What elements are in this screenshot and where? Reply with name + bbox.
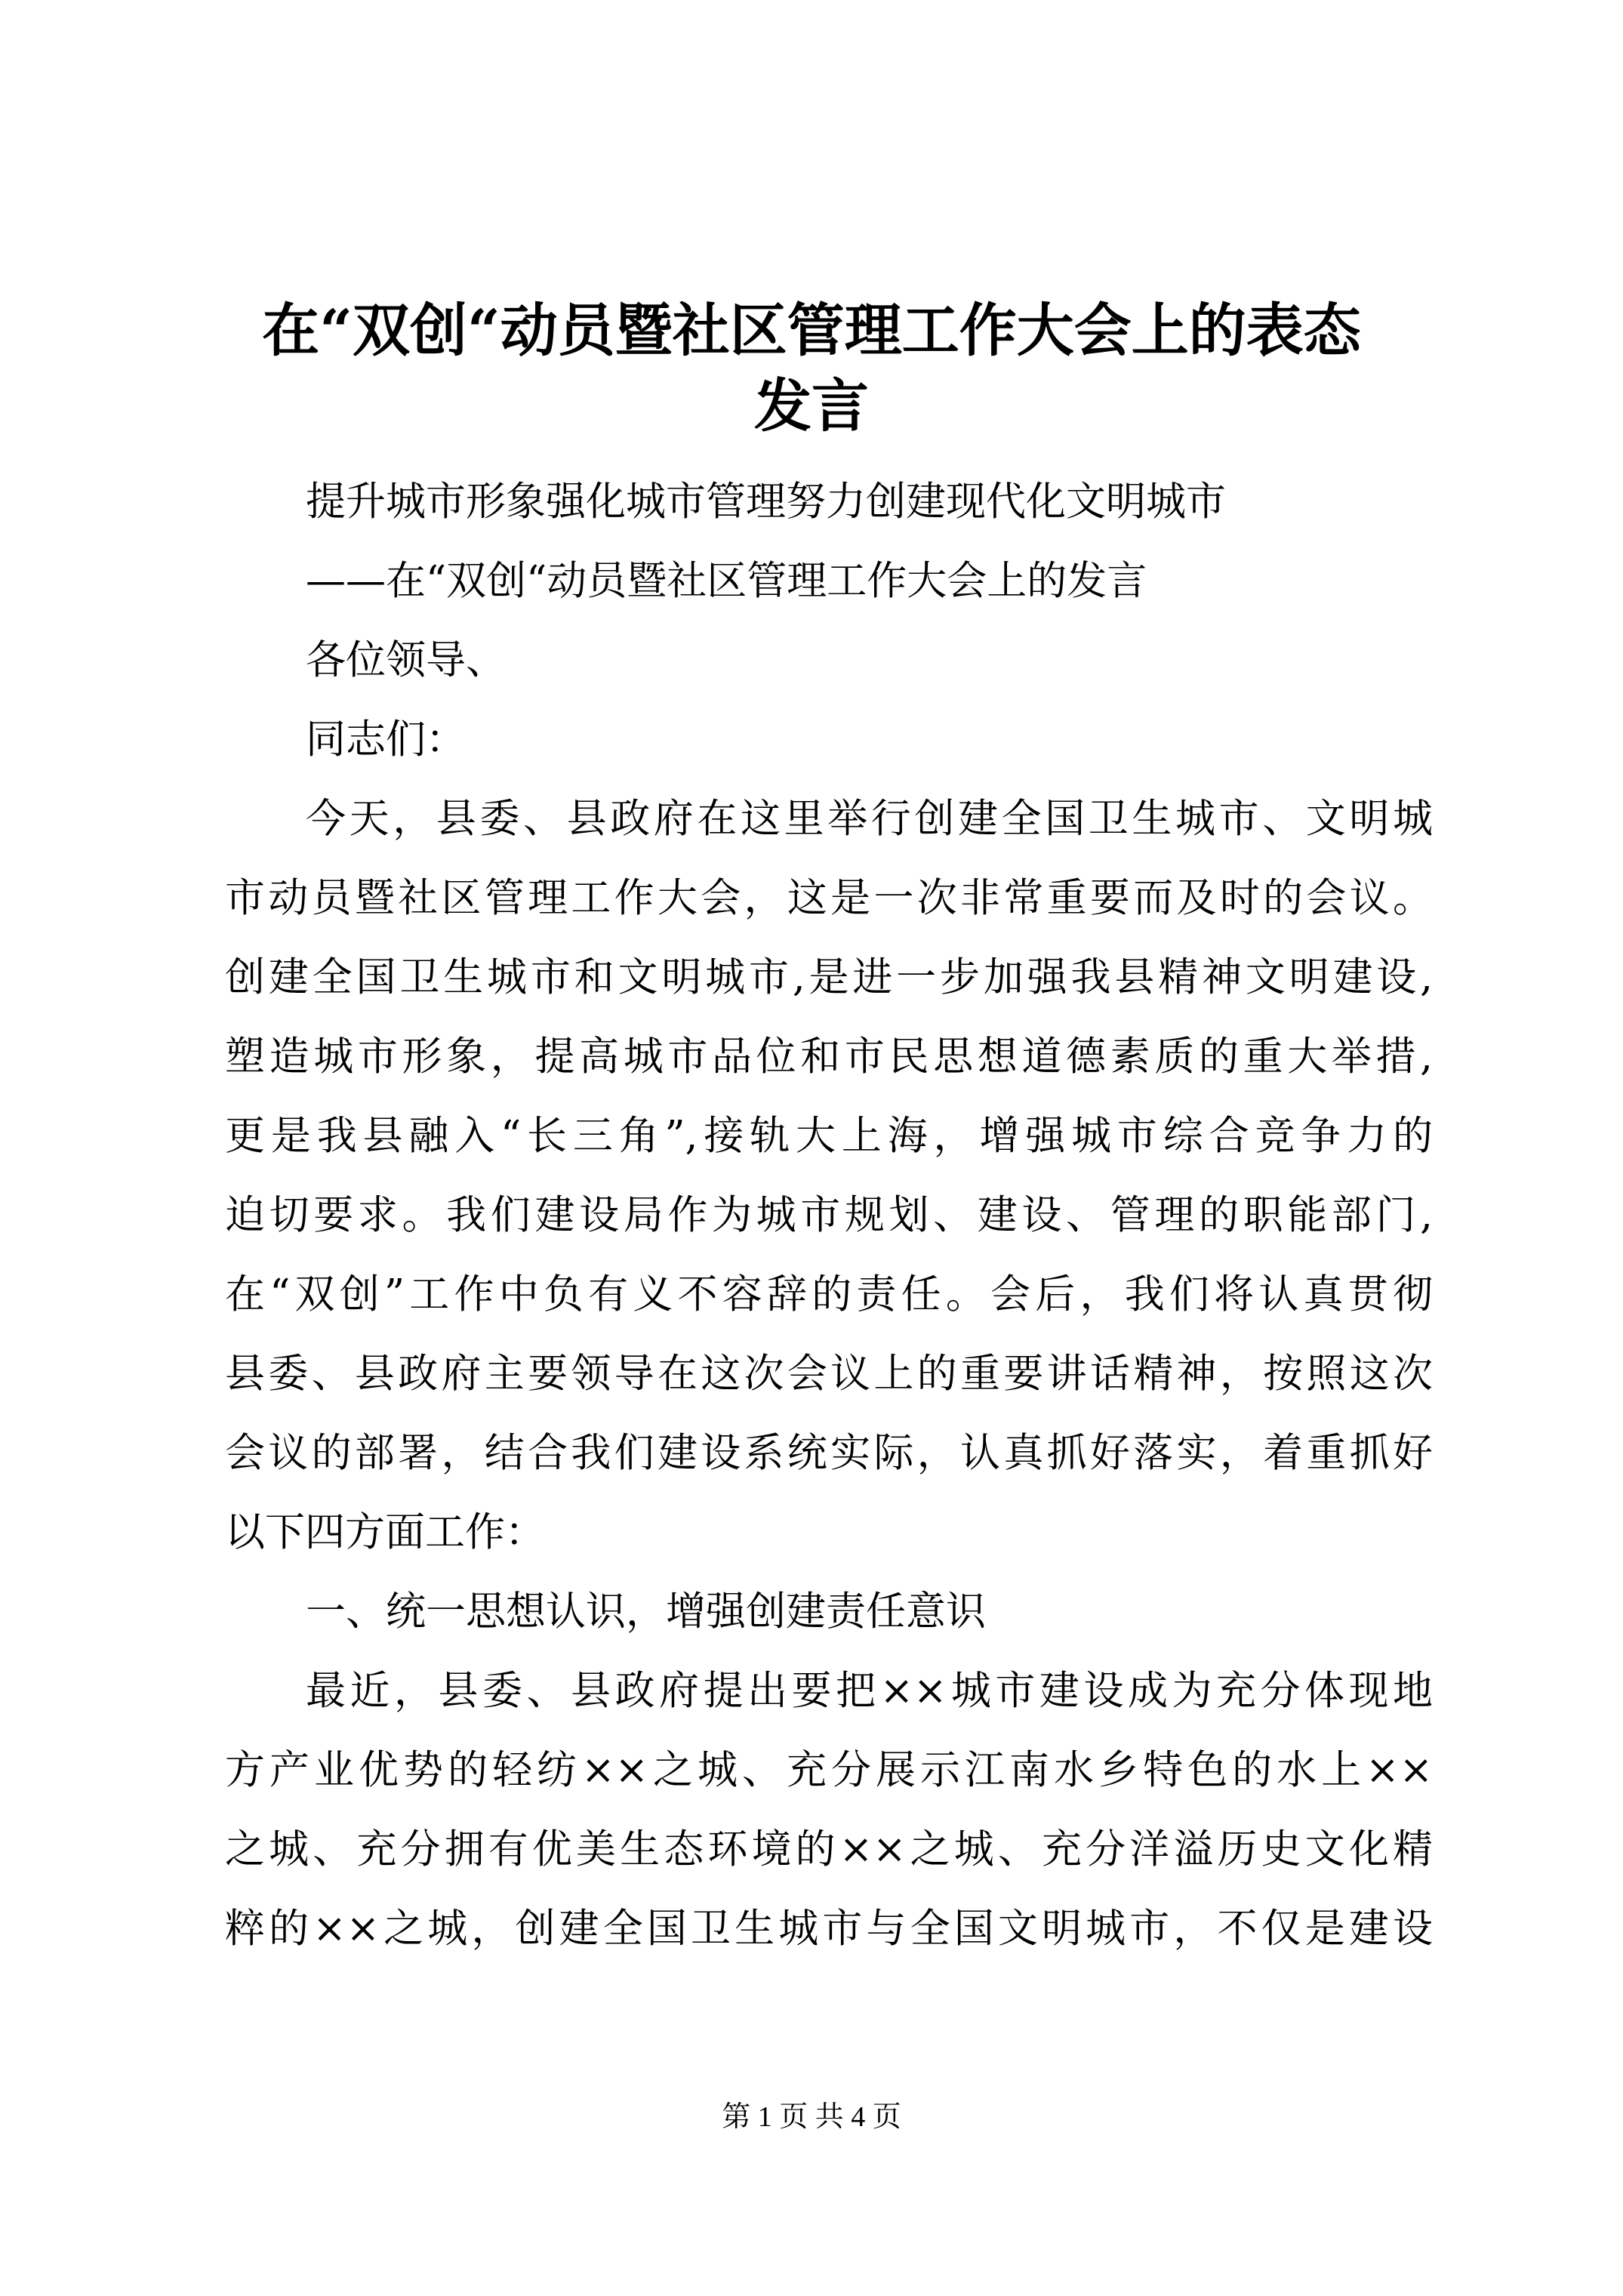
section-1-heading: 一、统一思想认识，增强创建责任意识 <box>306 1589 986 1635</box>
body-line: 创建全国卫生城市和文明城市,是进一步加强我县精神文明建设, <box>225 954 1433 1000</box>
greeting-line-2: 同志们： <box>306 717 466 763</box>
section-1-line: 最近，县委、县政府提出要把××城市建设成为充分体现地 <box>306 1668 1433 1714</box>
body-line: 以下四方面工作： <box>225 1509 545 1555</box>
document-title-line-1: 在“双创“动员暨社区管理工作大会上的表态 <box>262 297 1361 364</box>
body-line: 市动员暨社区管理工作大会，这是一次非常重要而及时的会议。 <box>225 875 1433 921</box>
body-line: 县委、县政府主要领导在这次会议上的重要讲话精神，按照这次 <box>225 1351 1433 1397</box>
body-line: 塑造城市形象，提高城市品位和市民思想道德素质的重大举措, <box>225 1034 1433 1080</box>
body-line: 在“双创”工作中负有义不容辞的责任。会后，我们将认真贯彻 <box>225 1271 1433 1318</box>
document-subtitle: 提升城市形象强化城市管理努力创建现代化文明城市 <box>306 479 1226 525</box>
body-line: 今天，县委、县政府在这里举行创建全国卫生城市、文明城 <box>306 796 1433 842</box>
body-line: 迫切要求。我们建设局作为城市规划、建设、管理的职能部门, <box>225 1192 1433 1238</box>
section-1-line: 方产业优势的轻纺××之城、充分展示江南水乡特色的水上×× <box>225 1747 1433 1793</box>
document-title-line-2: 发言 <box>754 372 869 439</box>
section-1-line: 粹的××之城，创建全国卫生城市与全国文明城市，不仅是建设 <box>225 1906 1433 1952</box>
body-line: 会议的部署，结合我们建设系统实际，认真抓好落实，着重抓好 <box>225 1430 1433 1476</box>
body-line: 更是我县融入“长三角”,接轨大上海，增强城市综合竞争力的 <box>225 1113 1433 1159</box>
document-subtitle-2: ——在“双创“动员暨社区管理工作大会上的发言 <box>306 558 1147 604</box>
section-1-line: 之城、充分拥有优美生态环境的××之城、充分洋溢历史文化精 <box>225 1826 1433 1872</box>
greeting-line-1: 各位领导、 <box>306 637 506 683</box>
page-footer: 第 1 页 共 4 页 <box>722 2101 901 2133</box>
